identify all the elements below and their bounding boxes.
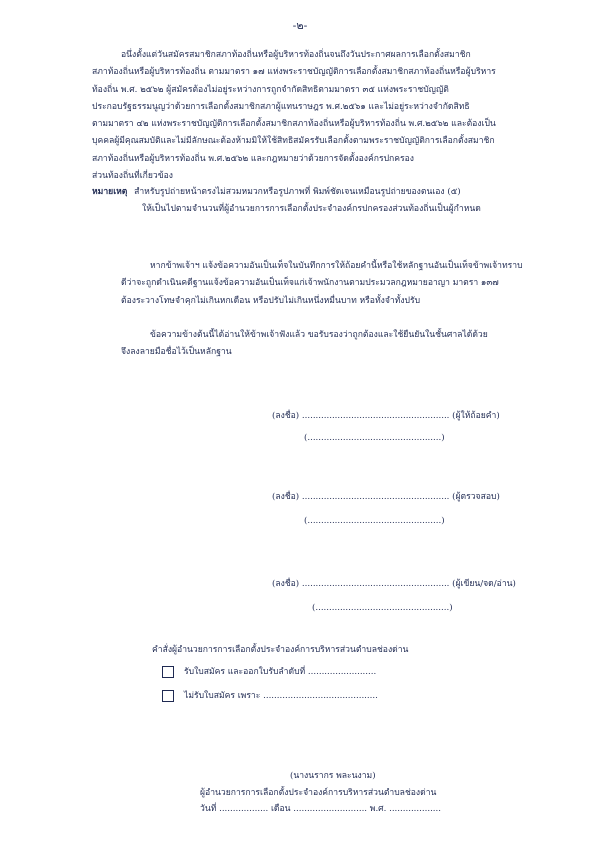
paragraph-line: หากข้าพเจ้าฯ แจ้งข้อความอันเป็นเท็จในบันทึกการให้ถ้อยคำนี้หรือใช้หลักฐานอันเป็นเท็จข้าพเจ้าทราบ (150, 261, 523, 271)
paragraph-line: บุคคลผู้มีคุณสมบัติและไม่มีลักษณะต้องห้ามมิให้ใช้สิทธิสมัครรับเลือกตั้งตามพระราชบัญญัติการเลือกตั้งสมาชิก (92, 136, 495, 147)
paragraph-line: อนึ่งตั้งแต่วันสมัครสมาชิกสภาท้องถิ่นหรือผู้บริหารท้องถิ่นจนถึงวันประกาศผลการเลือกตั้งสมาชิก (121, 50, 471, 60)
signature-line-inspector: (ลงชื่อ) ...................................................... (ผู้ตรวจสอบ) (272, 492, 500, 502)
reject-checkbox[interactable] (162, 690, 174, 702)
paragraph-line: ประกอบรัฐธรรมนูญว่าด้วยการเลือกตั้งสมาชิกสภาผู้แทนราษฎร พ.ศ.๒๕๖๑ และไม่อยู่ระหว่างจำกัดสิทธิ (92, 101, 470, 112)
paragraph-false-statement (121, 258, 523, 310)
signature-name-writer: (.................................................) (312, 603, 453, 613)
paragraph-line: ตามมาตรา ๔๒ แห่งพระราชบัญญัติการเลือกตั้งสมาชิกสภาท้องถิ่นหรือผู้บริหารท้องถิ่น พ.ศ.๒๕๖๒ และต้องเป็น (92, 119, 496, 130)
signature-line-writer: (ลงชื่อ) ...................................................... (ผู้เขียน/จด/อ่าน) (272, 579, 516, 589)
page-number: -๒- (292, 19, 308, 32)
paragraph-line: ท้องถิ่น พ.ศ. ๒๕๖๒ ผู้สมัครต้องไม่อยู่ระหว่างการถูกจำกัดสิทธิตามมาตรา ๓๕ แห่งพระราชบัญญัติ (92, 84, 449, 95)
signature-line-statement-giver: (ลงชื่อ) ...................................................... (ผู้ให้ถ้อยคำ) (272, 411, 500, 421)
director-position: ผู้อำนวยการการเลือกตั้งประจำองค์การบริหารส่วนตำบลช่องด่าน (200, 788, 437, 798)
order-option-reject-label: ไม่รับใบสมัคร เพราะ .......................................... (184, 691, 378, 701)
paragraph-line: ดีว่าจะถูกดำเนินคดีฐานแจ้งข้อความอันเป็นเท็จแก่เจ้าพนักงานตามประมวลกฎหมายอาญา มาตรา ๑๓๗ (121, 278, 499, 289)
paragraph-eligibility (92, 47, 496, 185)
note-block (92, 184, 481, 219)
order-option-accept (162, 664, 376, 678)
paragraph-line: สภาท้องถิ่นหรือผู้บริหารท้องถิ่น ตามมาตรา ๑๗ แห่งพระราชบัญญัติการเลือกตั้งสมาชิกสภาท้องถิ่นหรือผู้บริหาร (92, 67, 496, 78)
paragraph-line: ส่วนท้องถิ่นที่เกี่ยวข้อง (92, 171, 173, 182)
date-line: วันที่ .................. เดือน ........................... พ.ศ. ................... (200, 804, 441, 814)
note-text: สำหรับรูปถ่ายหน้าตรงไม่สวมหมวกหรือรูปภาพที่ พิมพ์ชัดเจนเหมือนรูปถ่ายของตนเอง (๕) (134, 187, 461, 197)
paragraph-certification (121, 327, 488, 362)
note-text-continued: ให้เป็นไปตามจำนวนที่ผู้อำนวยการการเลือกตั้งประจำองค์กรปกครองส่วนท้องถิ่นเป็นผู้กำหนด (142, 204, 481, 215)
paragraph-line: จึงลงลายมือชื่อไว้เป็นหลักฐาน (121, 347, 232, 358)
paragraph-line: ข้อความข้างต้นนี้ได้อ่านให้ข้าพเจ้าฟังแล้ว ขอรับรองว่าถูกต้องและใช้ยืนยันในชั้นศาลได้ด้วย (150, 330, 488, 340)
order-option-reject (162, 688, 378, 702)
order-option-accept-label: รับใบสมัคร และออกใบรับลำดับที่ ......................... (184, 667, 377, 677)
order-title: คำสั่งผู้อำนวยการการเลือกตั้งประจำองค์การบริหารส่วนตำบลช่องด่าน (152, 645, 409, 655)
director-name: (นางนรากร พละนงาม) (290, 771, 376, 781)
paragraph-line: สภาท้องถิ่นหรือผู้บริหารท้องถิ่น พ.ศ.๒๕๖๒ และกฎหมายว่าด้วยการจัดตั้งองค์กรปกครอง (92, 153, 414, 164)
accept-checkbox[interactable] (162, 666, 174, 678)
signature-name-statement-giver: (.................................................) (304, 433, 445, 443)
note-label: หมายเหตุ (92, 187, 128, 197)
paragraph-line: ต้องระวางโทษจำคุกไม่เกินหกเดือน หรือปรับไม่เกินหนึ่งหมื่นบาท หรือทั้งจำทั้งปรับ (121, 295, 421, 306)
signature-name-inspector: (.................................................) (304, 516, 445, 526)
